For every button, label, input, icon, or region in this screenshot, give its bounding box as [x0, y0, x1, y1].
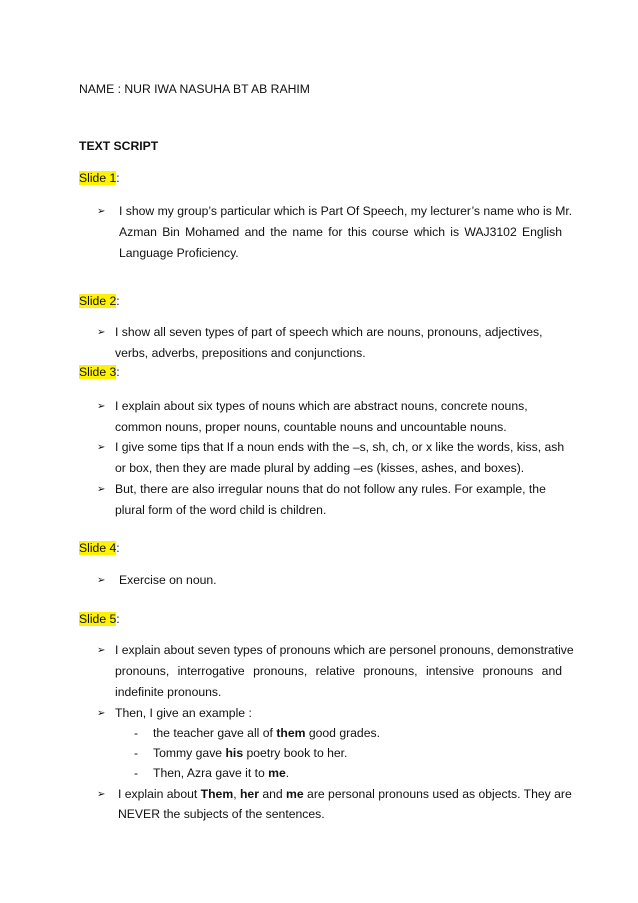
dash-bullet: - [134, 746, 139, 760]
arrow-bullet-icon: ➢ [97, 401, 106, 412]
slide-3-bullet-3-line-2: plural form of the word child is children. [115, 503, 327, 517]
example-3: Then, Azra gave it to me. [153, 766, 290, 780]
slide-5-bullet-1-line-1: I explain about seven types of pronouns which are personel pronouns, demonstrative [115, 643, 574, 657]
arrow-bullet-icon: ➢ [97, 442, 106, 453]
slide-3-bullet-2-line-2: or box, then they are made plural by adding –es (kisses, ashes, and boxes). [115, 461, 525, 475]
slide-3-bullet-1-line-2: common nouns, proper nouns, countable nouns and uncountable nouns. [115, 420, 507, 434]
slide-5-label: Slide 5: [79, 612, 120, 626]
slide-2-bullet-1-line-2: verbs, adverbs, prepositions and conjunctions. [115, 346, 366, 360]
slide-4-bullet-1: Exercise on noun. [119, 573, 217, 587]
slide-2-label: Slide 2: [79, 294, 120, 308]
slide-3-bullet-2-line-1: I give some tips that If a noun ends with the –s, sh, ch, or x like the words, kiss, ash [115, 440, 565, 454]
slide-4-label: Slide 4: [79, 541, 120, 555]
arrow-bullet-icon: ➢ [97, 575, 106, 586]
dash-bullet: - [134, 726, 139, 740]
slide-5-bullet-3-line-2: NEVER the subjects of the sentences. [118, 807, 325, 821]
arrow-bullet-icon: ➢ [97, 708, 106, 719]
slide-5-bullet-1-line-2: pronouns, interrogative pronouns, relative pronouns, intensive pronouns and [115, 664, 562, 678]
slide-5-bullet-2: Then, I give an example : [115, 706, 252, 720]
slide-1-label: Slide 1: [79, 171, 120, 185]
slide-5-bullet-1-line-3: indefinite pronouns. [115, 685, 222, 699]
name-line: NAME : NUR IWA NASUHA BT AB RAHIM [79, 82, 310, 96]
text-script-heading: TEXT SCRIPT [79, 139, 159, 153]
arrow-bullet-icon: ➢ [97, 789, 106, 800]
dash-bullet: - [134, 766, 139, 780]
arrow-bullet-icon: ➢ [97, 484, 106, 495]
arrow-bullet-icon: ➢ [97, 327, 106, 338]
slide-1-bullet-1-line-3: Language Proficiency. [119, 246, 239, 260]
example-2: Tommy gave his poetry book to her. [153, 746, 348, 760]
slide-5-bullet-3-line-1: I explain about Them, her and me are personal pronouns used as objects. They are [118, 787, 572, 801]
example-1: the teacher gave all of them good grades. [153, 726, 380, 740]
slide-1-bullet-1-line-1: I show my group’s particular which is Part Of Speech, my lecturer’s name who is Mr. [119, 204, 573, 218]
slide-1-bullet-1-line-2: Azman Bin Mohamed and the name for this course which is WAJ3102 English [119, 225, 562, 239]
arrow-bullet-icon: ➢ [97, 645, 106, 656]
slide-2-bullet-1-line-1: I show all seven types of part of speech which are nouns, pronouns, adjectives, [115, 325, 543, 339]
arrow-bullet-icon: ➢ [97, 206, 106, 217]
slide-3-bullet-1-line-1: I explain about six types of nouns which are abstract nouns, concrete nouns, [115, 399, 528, 413]
slide-3-label: Slide 3: [79, 365, 120, 379]
slide-3-bullet-3-line-1: But, there are also irregular nouns that do not follow any rules. For example, the [115, 482, 546, 496]
